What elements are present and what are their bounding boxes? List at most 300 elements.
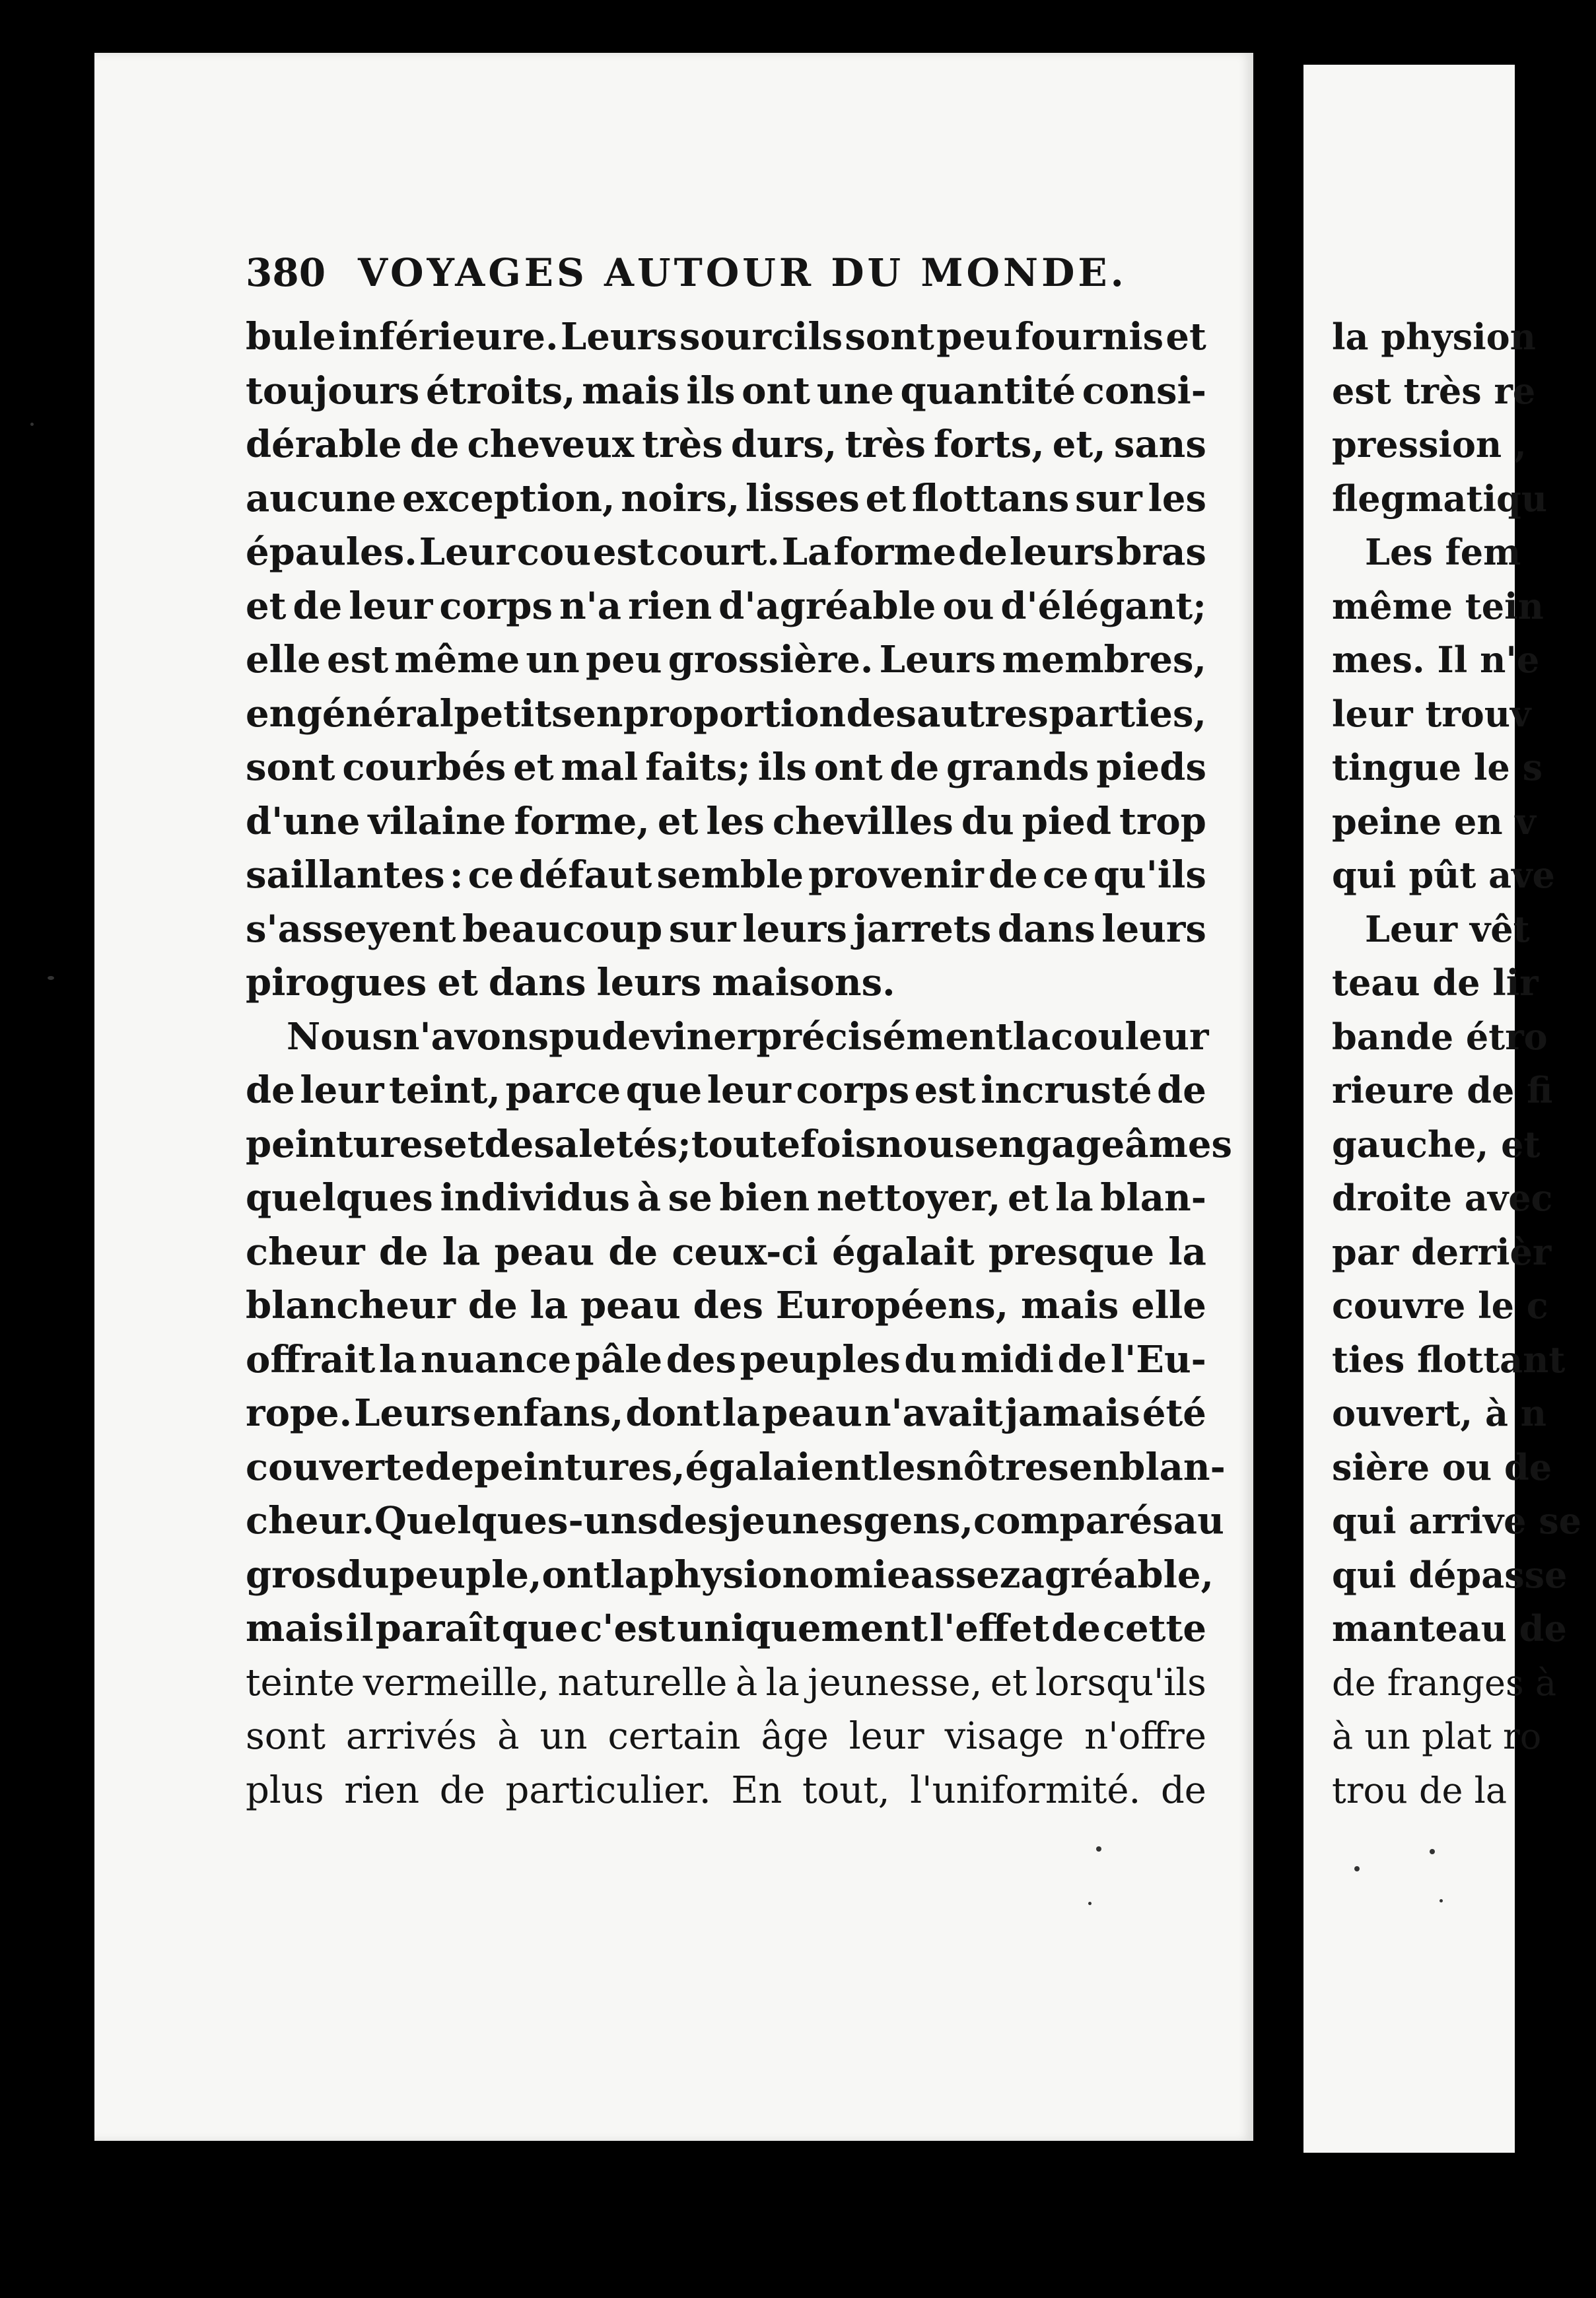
word: aucune (246, 476, 397, 520)
word: n'avait (864, 1391, 1003, 1435)
ink-speck (30, 423, 34, 426)
word: sur (668, 907, 736, 951)
word: dans (997, 907, 1095, 951)
word: offrait (246, 1337, 376, 1381)
text-fragment: ties flottant (1332, 1338, 1566, 1381)
word: n'a (559, 584, 622, 628)
word: midi (960, 1337, 1054, 1381)
word: les (878, 1445, 937, 1489)
word: d'agréable (718, 584, 936, 628)
word: Leur (419, 530, 515, 574)
word: noirs, (621, 476, 740, 520)
word: elle (246, 638, 321, 681)
word: assez (910, 1552, 1021, 1597)
text-fragment: de franges à (1332, 1661, 1557, 1704)
word: forme (833, 530, 957, 574)
word: et (657, 799, 699, 843)
text-fragment: droite avec (1332, 1177, 1553, 1219)
word: de (246, 1068, 295, 1112)
word: pâle (574, 1337, 663, 1381)
word: agréable, (1020, 1552, 1214, 1597)
word: peu (585, 638, 662, 681)
text-line (246, 1764, 1206, 1818)
word: forme, (514, 799, 650, 843)
ink-speck (48, 976, 54, 980)
word: peau (494, 1230, 595, 1274)
word: leurs (1009, 530, 1115, 574)
word: blan- (1100, 1176, 1206, 1220)
word: deviner (601, 1014, 757, 1059)
word: ils (757, 746, 807, 789)
word: peuple, (389, 1552, 542, 1597)
word: des (693, 1284, 763, 1327)
text-fragment: pression , (1332, 423, 1527, 466)
word: couverte (246, 1445, 425, 1489)
text-fragment: est très re (1332, 369, 1536, 412)
word: et, (1052, 423, 1106, 466)
ink-speck (1440, 1899, 1443, 1902)
word: qu'ils (1093, 853, 1206, 897)
text-line (246, 1226, 1206, 1280)
word: fournis (1014, 315, 1164, 359)
text-line (246, 472, 1206, 526)
word: jamais (1004, 1391, 1140, 1435)
word: de (1057, 1337, 1107, 1381)
word: particulier. (505, 1768, 711, 1812)
word: leur (707, 1068, 791, 1112)
word: saillantes (246, 853, 445, 897)
word: tout, (802, 1768, 890, 1812)
word: trop (1119, 799, 1206, 843)
word: naturelle (557, 1661, 728, 1704)
word: du (961, 799, 1014, 843)
word: Leurs (560, 315, 677, 359)
text-line (246, 687, 1206, 742)
text-fragment: flegmatiqu (1332, 477, 1547, 520)
word: gens, (863, 1499, 973, 1543)
word: vermeille, (363, 1661, 550, 1704)
word: toutefois (691, 1122, 876, 1166)
word: cheveux (467, 423, 635, 466)
word: ce (1042, 853, 1089, 897)
text-line (246, 1387, 1206, 1441)
word: grands (946, 746, 1090, 789)
word: blancheur (246, 1284, 456, 1327)
text-line (246, 1064, 1206, 1118)
text-line (246, 1279, 1206, 1333)
word: Nous (287, 1014, 393, 1059)
word: du (336, 1552, 390, 1597)
word: étroits, (426, 368, 576, 413)
word: précisément (756, 1014, 1013, 1059)
text-fragment: par derrièr (1332, 1230, 1552, 1273)
word: et (1007, 1176, 1049, 1220)
word: peuples (740, 1337, 901, 1381)
text-fragment: tingue le s (1332, 746, 1543, 788)
word: et (513, 746, 554, 789)
word: peau (762, 1391, 862, 1435)
word: leur (349, 584, 433, 628)
word: de (293, 584, 343, 628)
text-fragment: mes. Il n'e (1332, 639, 1540, 681)
word: petits (454, 691, 572, 736)
word: plus (246, 1768, 324, 1812)
word: la (765, 1661, 800, 1704)
text-line (246, 1333, 1206, 1387)
word: est (327, 638, 389, 681)
word: c'est (580, 1607, 676, 1650)
word: que (625, 1068, 703, 1112)
word: cou (516, 530, 591, 574)
word: un (526, 638, 580, 681)
word: de (1160, 1768, 1206, 1812)
word: blan- (1119, 1445, 1226, 1489)
text-line (246, 418, 1206, 472)
text-line (246, 580, 1206, 634)
word: la (1168, 1230, 1206, 1274)
text-fragment: la physion (1332, 316, 1536, 358)
text-fragment: couvre le c (1332, 1284, 1548, 1327)
text-fragment: rieure de fi (1332, 1069, 1553, 1111)
text-line (246, 903, 1206, 957)
word: une (816, 368, 894, 413)
word: exception, (401, 476, 615, 520)
word: de (409, 423, 460, 466)
text-fragment: qui dépasse (1332, 1553, 1568, 1596)
word: parce (505, 1068, 621, 1112)
word: ou (942, 584, 994, 628)
word: est (592, 530, 654, 574)
word: cette (1102, 1607, 1206, 1650)
word: leur (300, 1068, 384, 1112)
word: épaules. (246, 530, 417, 574)
word: de (468, 1284, 518, 1327)
word: chevilles (772, 799, 954, 843)
word: été (1142, 1391, 1206, 1435)
text-line (246, 310, 1206, 365)
text-fragment: ouvert, à n (1332, 1392, 1547, 1434)
word: La (781, 530, 832, 574)
ink-speck (1096, 1846, 1101, 1852)
word: les (706, 799, 765, 843)
word: courbés (342, 746, 506, 789)
word: visage (944, 1715, 1064, 1758)
word: leurs (596, 961, 702, 1004)
word: mais (582, 368, 680, 413)
word: physionomie (648, 1552, 911, 1597)
word: la (610, 1552, 648, 1597)
word: forts, (933, 423, 1045, 466)
word: et (990, 1661, 1027, 1704)
word: quantité (900, 368, 1076, 413)
word: autres (917, 691, 1049, 736)
word: consi- (1082, 368, 1206, 413)
word: ils (686, 368, 736, 413)
word: en (246, 691, 296, 736)
word: l'effet (929, 1607, 1050, 1650)
text-line (246, 1656, 1206, 1710)
word: peintures, (474, 1445, 685, 1489)
word: de (425, 1445, 475, 1489)
word: beaucoup (462, 907, 663, 951)
word: vilaine (368, 799, 506, 843)
text-line (246, 526, 1206, 580)
ink-speck (1354, 1866, 1360, 1871)
word: pirogues (246, 961, 427, 1004)
word: la (530, 1284, 569, 1327)
word: peu (936, 315, 1013, 359)
text-fragment: trou de la (1332, 1769, 1508, 1811)
text-line (246, 1549, 1214, 1603)
text-line (246, 1494, 1224, 1549)
word: des (666, 1337, 737, 1381)
word: : (449, 853, 464, 897)
word: mais (1020, 1284, 1119, 1327)
word: nuance (421, 1337, 572, 1381)
word: dont (625, 1391, 720, 1435)
word: toujours (246, 368, 420, 413)
word: En (731, 1768, 782, 1812)
word: en (572, 691, 623, 736)
text-line (246, 1118, 1232, 1172)
word: individus (440, 1176, 631, 1220)
running-head (246, 250, 1127, 296)
word: de (1157, 1068, 1206, 1112)
word: teinte (246, 1661, 355, 1704)
word: à (637, 1176, 661, 1220)
word: très (845, 423, 926, 466)
text-fragment: Les fem (1365, 531, 1521, 573)
word: teint, (389, 1068, 501, 1112)
text-line (246, 795, 1206, 849)
word: d'une (246, 799, 361, 843)
word: l'Eu- (1110, 1337, 1206, 1381)
word: nôtres (936, 1445, 1069, 1489)
word: bien (719, 1176, 810, 1220)
word: de (484, 1122, 534, 1166)
word: à (735, 1661, 758, 1704)
word: de (378, 1230, 429, 1274)
word: incrusté (981, 1068, 1152, 1112)
word: ce (468, 853, 514, 897)
text-fragment: gauche, et (1332, 1123, 1541, 1166)
word: est (914, 1068, 976, 1112)
word: même (394, 638, 520, 681)
word: cheur. (246, 1499, 375, 1543)
word: court. (656, 530, 780, 574)
word: d'élégant; (1000, 584, 1206, 628)
ink-speck (1430, 1849, 1435, 1854)
word: pied (1022, 799, 1112, 843)
text-fragment: teau de lir (1332, 961, 1539, 1004)
word: que (501, 1607, 578, 1650)
text-fragment: leur trouv (1332, 692, 1531, 735)
word: un (539, 1715, 588, 1758)
word: et (1165, 315, 1206, 359)
word: de (889, 746, 940, 789)
text-fragment: Leur vêt (1365, 907, 1530, 950)
word: durs, (730, 423, 837, 466)
word: corps (439, 584, 553, 628)
ink-speck (1088, 1902, 1092, 1905)
word: jeunes (728, 1499, 864, 1543)
word: égalait (831, 1230, 975, 1274)
word: peau (580, 1284, 681, 1327)
word: ceux-ci (672, 1230, 818, 1274)
word: sont (246, 746, 335, 789)
right-page-body-text (1332, 310, 1596, 1817)
text-fragment: peine en v (1332, 800, 1536, 843)
word: lisses (746, 476, 860, 520)
word: arrivés (345, 1715, 477, 1758)
word: Quelques-uns (374, 1499, 658, 1543)
word: très (642, 423, 723, 466)
word: enfans, (472, 1391, 624, 1435)
word: se (668, 1176, 712, 1220)
word: dans (488, 961, 586, 1004)
word: de (608, 1230, 658, 1274)
word: en (1068, 1445, 1120, 1489)
word: Européens, (775, 1284, 1009, 1327)
word: grossière. (668, 638, 874, 681)
word: cheur (246, 1230, 365, 1274)
text-line (246, 633, 1206, 687)
word: leur (849, 1715, 924, 1758)
word: maisons. (712, 961, 895, 1004)
text-line (246, 741, 1206, 795)
text-fragment: manteau de (1332, 1607, 1567, 1650)
word: lorsqu'ils (1035, 1661, 1206, 1704)
word: l'uniformité. (910, 1768, 1141, 1812)
text-line (246, 956, 1206, 1010)
word: provenir (808, 853, 984, 897)
word: gros (246, 1552, 337, 1597)
word: certain (607, 1715, 741, 1758)
text-fragment: bande étro (1332, 1015, 1548, 1058)
word: la (1012, 1014, 1051, 1059)
word: quelques (246, 1176, 433, 1220)
word: corps (796, 1068, 910, 1112)
word: ont (541, 1552, 611, 1597)
word: ont (814, 746, 883, 789)
word: Leurs (879, 638, 996, 681)
word: leurs (1101, 907, 1206, 951)
word: de (988, 853, 1038, 897)
text-fragment: à un plat ro (1332, 1716, 1542, 1757)
word: semble (656, 853, 804, 897)
left-page-body-text (246, 310, 1232, 1817)
word: de (439, 1768, 485, 1812)
word: peintures (246, 1122, 444, 1166)
word: leurs (742, 907, 847, 951)
text-line (246, 1710, 1206, 1764)
word: sont (246, 1715, 326, 1758)
word: proportion (623, 691, 847, 736)
word: il (345, 1607, 374, 1650)
text-line (246, 1010, 1209, 1064)
word: paraît (375, 1607, 500, 1650)
word: mais (246, 1607, 344, 1650)
word: n'offre (1084, 1715, 1206, 1758)
word: jeunesse, (808, 1661, 983, 1704)
text-fragment: qui pût ave (1332, 854, 1555, 896)
text-line (246, 1171, 1206, 1226)
word: égalaient (685, 1445, 878, 1489)
running-title: VOYAGES AUTOUR DU MONDE. (358, 250, 1127, 295)
word: la (378, 1337, 417, 1381)
text-line (246, 849, 1206, 903)
text-line (246, 1441, 1226, 1495)
word: saletés; (534, 1122, 691, 1166)
text-fragment: même tein (1332, 584, 1544, 627)
word: à (497, 1715, 520, 1758)
word: du (904, 1337, 957, 1381)
word: et (444, 1122, 485, 1166)
word: sourcils (679, 315, 843, 359)
word: et (246, 584, 287, 628)
word: de (1051, 1607, 1101, 1650)
word: des (658, 1499, 728, 1543)
word: ont (742, 368, 811, 413)
word: pu (549, 1014, 602, 1059)
word: général (296, 691, 454, 736)
word: bule (246, 315, 336, 359)
word: les (1148, 476, 1206, 520)
word: uniquement (677, 1607, 928, 1650)
word: couleur (1051, 1014, 1209, 1059)
word: nettoyer, (816, 1176, 1001, 1220)
word: jarrets (853, 907, 992, 951)
word: mal (561, 746, 639, 789)
word: n'avons (392, 1014, 549, 1059)
word: rien (628, 584, 712, 628)
word: parties, (1049, 691, 1206, 736)
word: et (865, 476, 907, 520)
word: défaut (518, 853, 652, 897)
word: dérable (246, 423, 402, 466)
word: Leurs (354, 1391, 471, 1435)
word: sont (845, 315, 934, 359)
word: rien (344, 1768, 420, 1812)
word: inférieure. (338, 315, 559, 359)
word: engageâmes (975, 1122, 1232, 1166)
word: la (1055, 1176, 1093, 1220)
word: faits; (645, 746, 751, 789)
word: sur (1075, 476, 1142, 520)
text-fragment: qui arrive se (1332, 1500, 1582, 1542)
word: nous (876, 1122, 975, 1166)
word: au (1173, 1499, 1224, 1543)
word: de (958, 530, 1008, 574)
word: membres, (1002, 638, 1206, 681)
word: bras (1116, 530, 1206, 574)
word: comparés (973, 1499, 1173, 1543)
word: elle (1131, 1284, 1206, 1327)
word: la (722, 1391, 761, 1435)
word: presque (988, 1230, 1155, 1274)
word: la (442, 1230, 481, 1274)
word: sans (1113, 423, 1206, 466)
text-line (246, 1602, 1206, 1656)
text-line (246, 365, 1206, 419)
word: âge (761, 1715, 829, 1758)
text-fragment: sière ou de (1332, 1445, 1552, 1488)
word: flottans (911, 476, 1070, 520)
page-number: 380 (246, 250, 326, 295)
word: des (846, 691, 917, 736)
word: pieds (1096, 746, 1206, 789)
word: et (437, 961, 478, 1004)
